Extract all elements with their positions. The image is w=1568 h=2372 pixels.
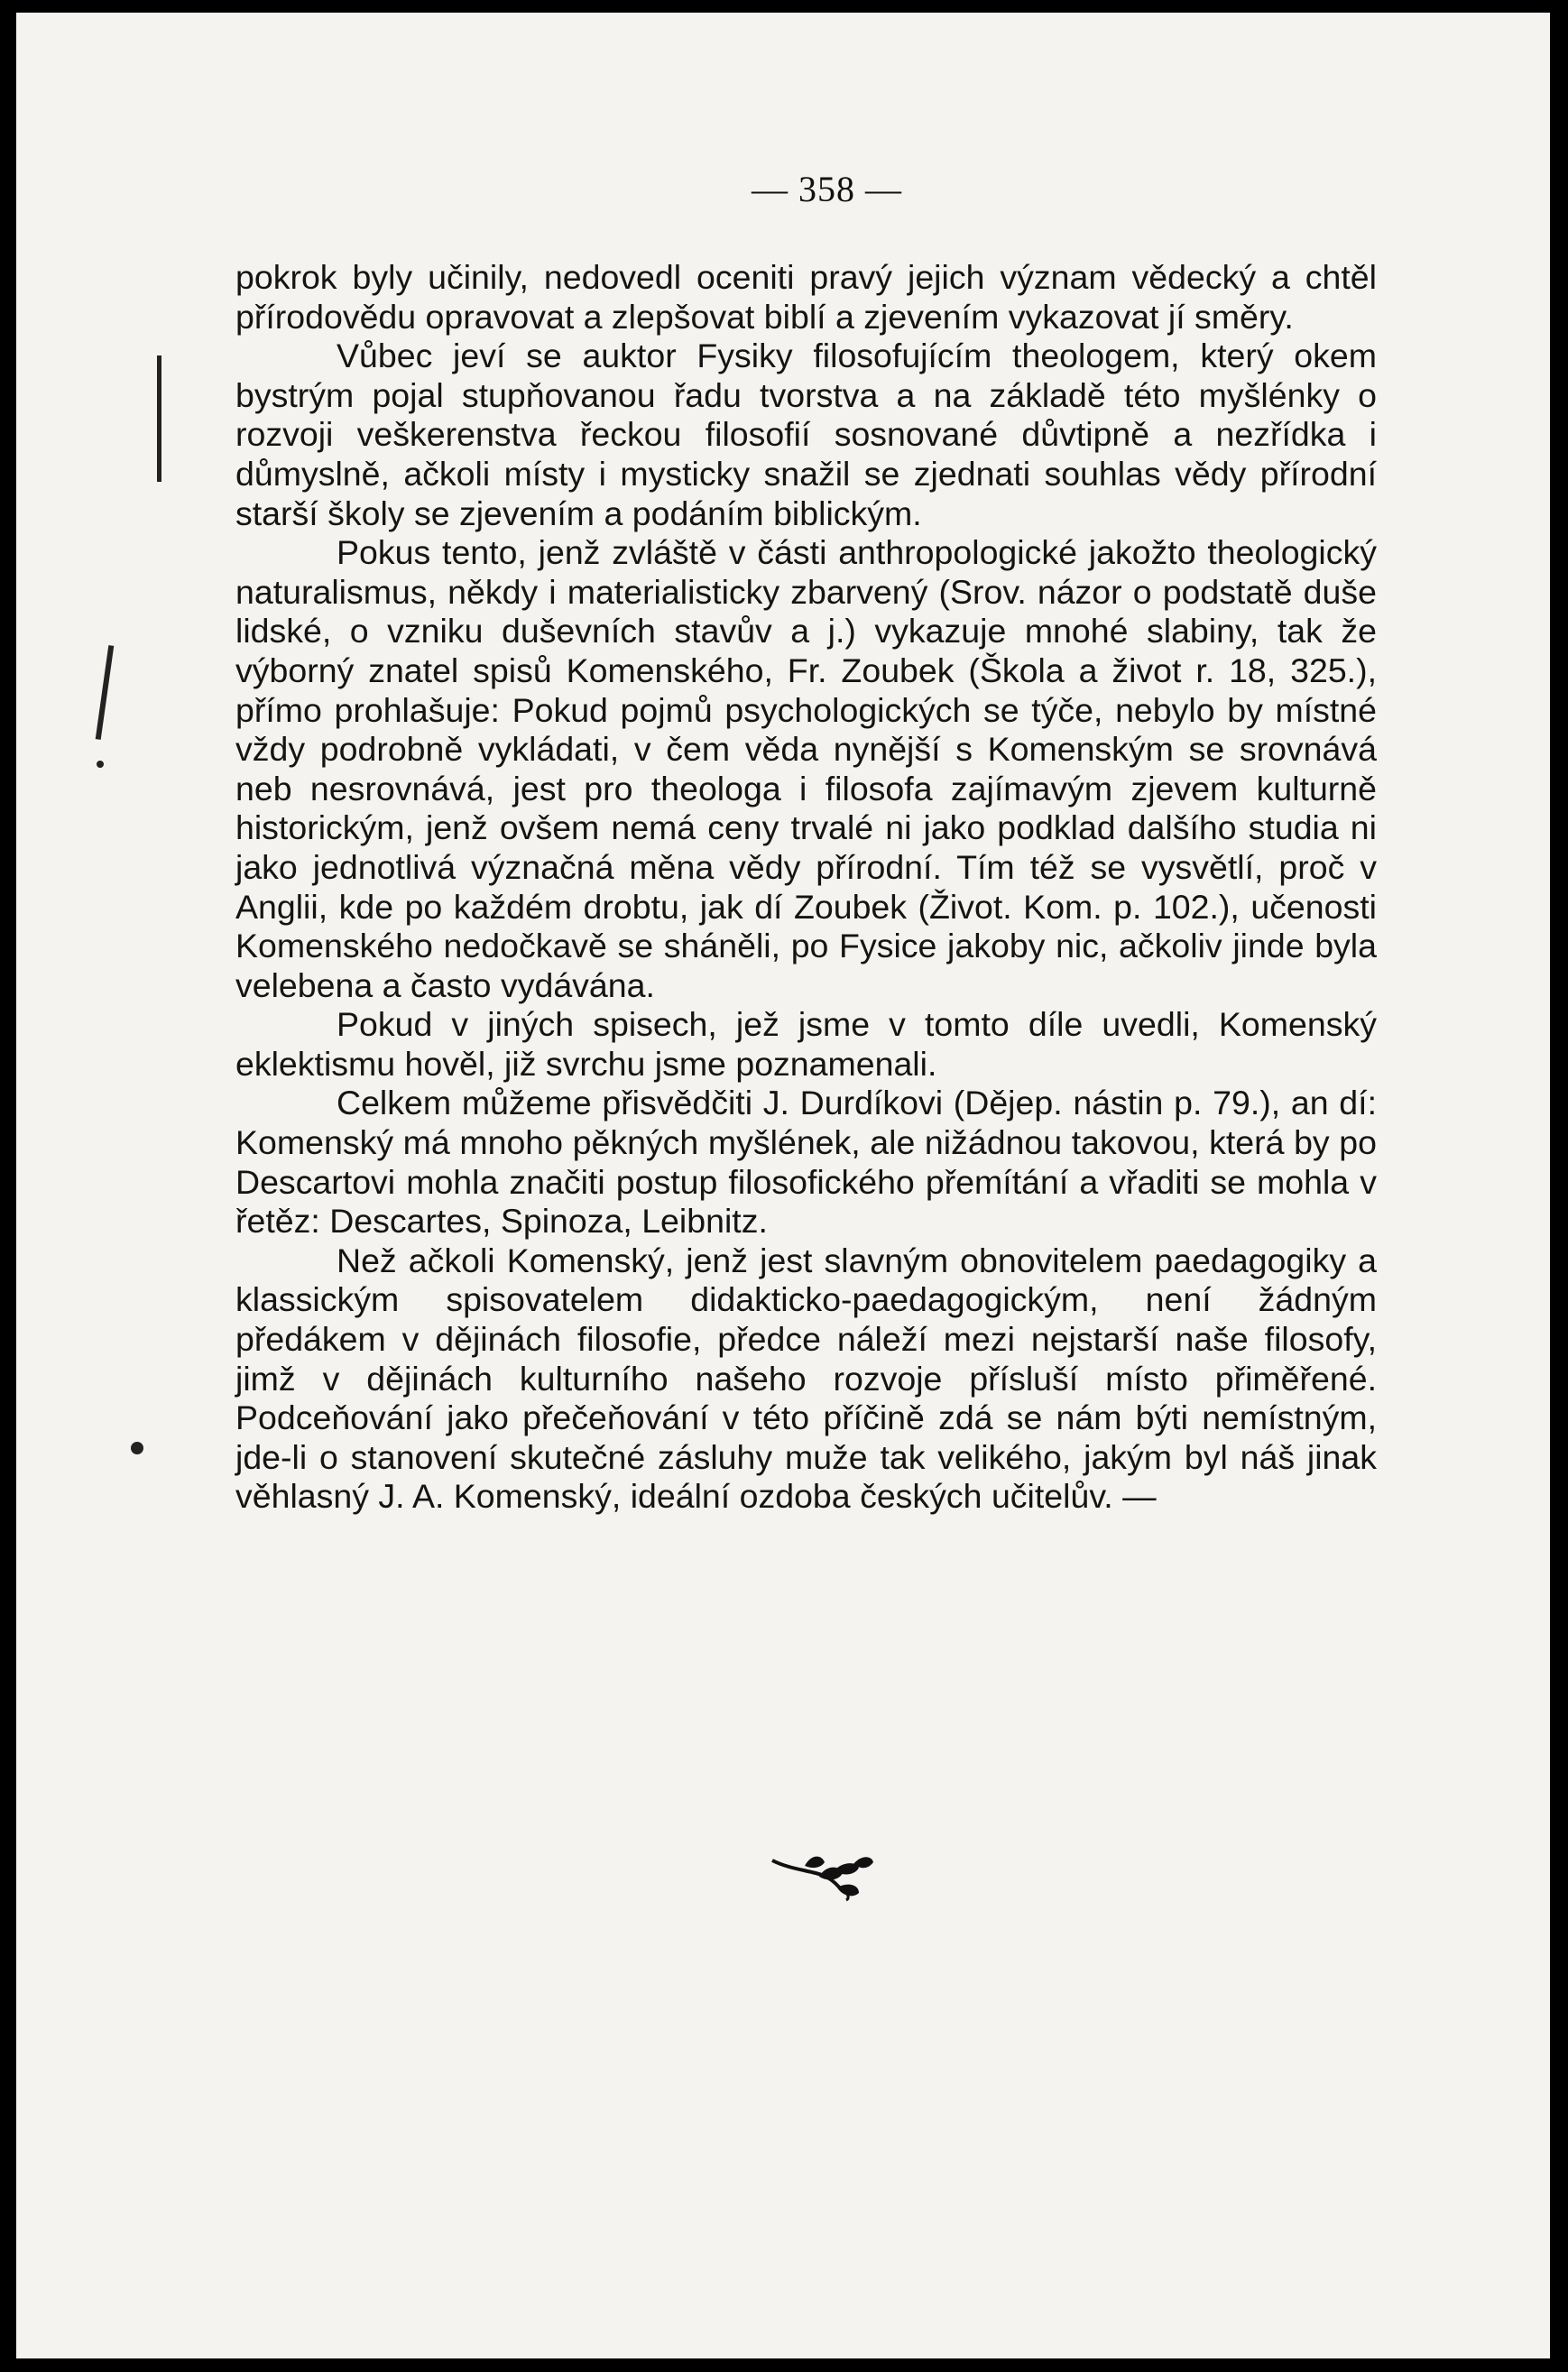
leaf-ornament-icon	[769, 1848, 877, 1902]
paragraph: pokrok byly učinily, nedovedl oceniti pravý jejich význam vědecký a chtěl přírodovědu opravovat a zlepšovat biblí a zjevením vykazovat jí směry.	[235, 258, 1377, 336]
paragraph: Než ačkoli Komenský, jenž jest slavným obnovitelem paedagogiky a klassickým spisovatelem didakticko-paedagogickým, není žádným předákem v dějinách filosofie, předce náleží mezi nejstarší naše filosofy, jimž v dějinách kulturního našeho rozvoje přísluší místo přiměřené. Podceňování jako přečeňování v této příčině zdá se nám býti nemístným, jde-li o stanovení skutečné zásluhy muže tak velikého, jakým byl náš jinak věhlasný J. A. Komenský, ideální ozdoba českých učitelův. —	[235, 1241, 1377, 1516]
body-text	[235, 258, 1377, 1517]
margin-bar-mark	[157, 355, 161, 482]
scan-border	[1550, 0, 1568, 2372]
paragraph: Pokus tento, jenž zvláště v části anthropologické jakožto theologický naturalismus, někdy i materialisticky zbarvený (Srov. názor o podstatě duše lidské, o vzniku duševních stavův a j.) vykazuje mnohé slabiny, tak že výborný znatel spisů Komenského, Fr. Zoubek (Škola a život r. 18, 325.), přímo prohlašuje: Pokud pojmů psychologických se týče, nebylo by místné vždy podrobně vykládati, v čem věda nynější s Komenským se srovnává neb nesrovnává, jest pro theologa i filosofa zajímavým zjevem kulturně historickým, jenž ovšem nemá ceny trvalé ni jako podklad dalšího studia ni jako jednotlivá význačná měna vědy přírodní. Tím též se vysvětlí, proč v Anglii, kde po každém drobtu, jak dí Zoubek (Život. Kom. p. 102.), učenosti Komenského nedočkavě se sháněli, po Fysice jakoby nic, ačkoliv jinde byla velebena a často vydávána.	[235, 533, 1377, 1004]
margin-exclamation-dot	[97, 761, 104, 768]
margin-dot-mark	[131, 1442, 143, 1454]
paragraph: Vůbec jeví se auktor Fysiky filosofujícím theologem, který okem bystrým pojal stupňovanou řadu tvorstva a na základě této myšlénky o rozvoji veškerenstva řeckou filosofií sosnované důvtipně a nezřídka i důmyslně, ačkoli místy i mysticky snažil se zjednati souhlas vědy přírodní starší školy se zjevením a podáním biblickým.	[235, 337, 1377, 532]
page-number	[0, 168, 1568, 210]
paragraph: Pokud v jiných spisech, jež jsme v tomto díle uvedli, Komenský eklektismu hověl, již svrchu jsme poznamenali.	[235, 1005, 1377, 1083]
page-number-text: — 358 —	[752, 169, 902, 209]
paragraph: Celkem můžeme přisvědčiti J. Durdíkovi (Dějep. nástin p. 79.), an dí: Komenský má mnoho pěkných myšlének, ale nižádnou takovou, která by po Descartovi mohla značiti postup filosofického přemítání a vřaditi se mohla v řetěz: Descartes, Spinoza, Leibnitz.	[235, 1084, 1377, 1241]
